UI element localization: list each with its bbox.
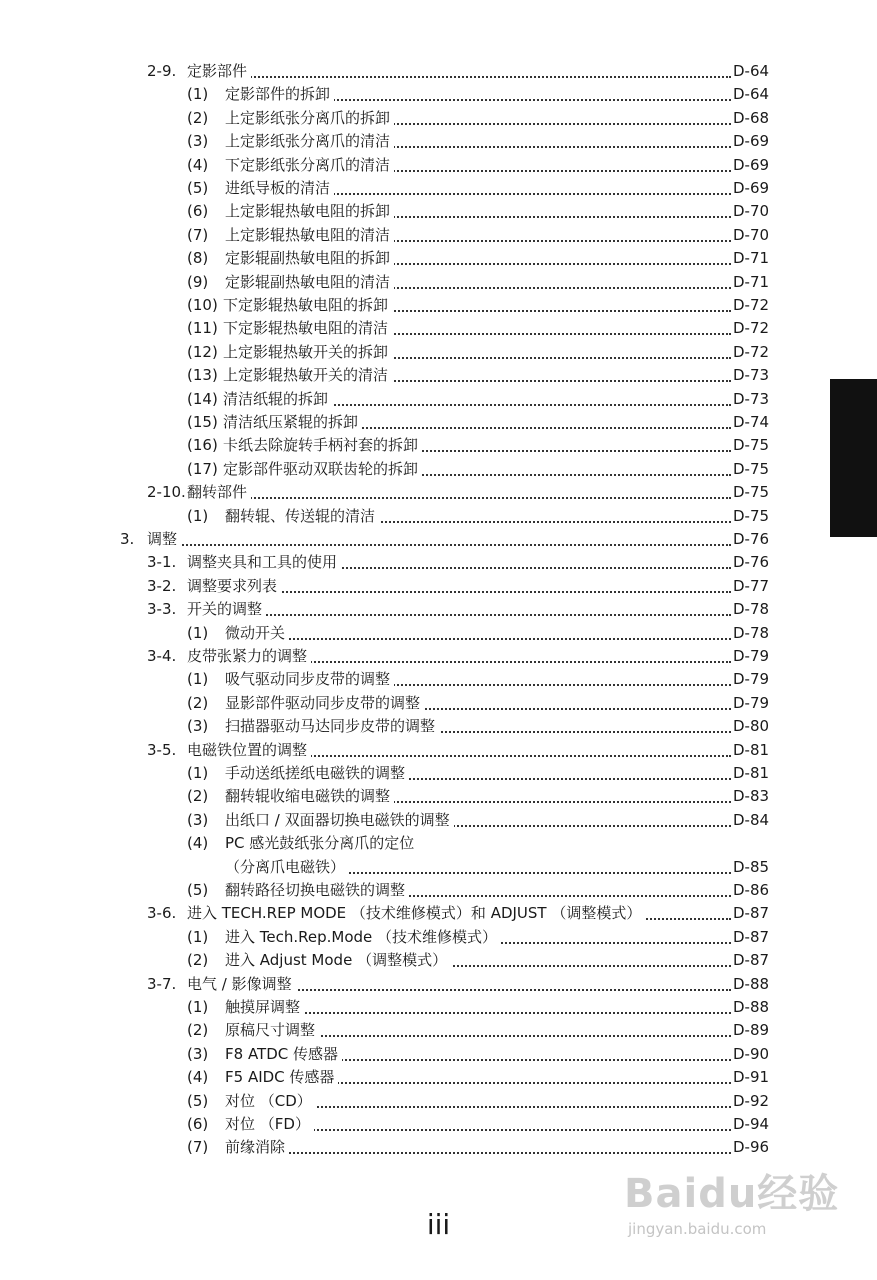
toc-entry[interactable] xyxy=(0,411,877,434)
toc-entry[interactable] xyxy=(0,575,877,598)
toc-entry-title: （分离爪电磁铁） xyxy=(225,856,349,879)
toc-entry-title: 上定影辊热敏开关的拆卸 xyxy=(223,341,392,364)
toc-entry[interactable] xyxy=(0,1113,877,1136)
toc-entry-title: 翻转路径切换电磁铁的调整 xyxy=(225,879,409,902)
toc-entry[interactable] xyxy=(0,762,877,785)
toc-entry[interactable] xyxy=(0,1019,877,1042)
toc-entry-number: (8) xyxy=(187,249,209,268)
toc-entry-page: D-88 xyxy=(733,996,769,1019)
toc-entry-page: D-69 xyxy=(733,130,769,153)
toc-entry[interactable] xyxy=(0,341,877,364)
toc-entry-number: (7) xyxy=(187,1138,209,1157)
toc-entry-title: 原稿尺寸调整 xyxy=(225,1019,319,1042)
toc-entry[interactable] xyxy=(0,177,877,200)
toc-entry-page: D-87 xyxy=(733,902,769,925)
toc-entry-page: D-72 xyxy=(733,341,769,364)
toc-entry[interactable] xyxy=(0,388,877,411)
toc-entry-title: 前缘消除 xyxy=(225,1136,289,1159)
toc-entry-page: D-96 xyxy=(733,1136,769,1159)
toc-leader-dots xyxy=(187,76,731,78)
toc-entry[interactable] xyxy=(0,317,877,340)
toc-entry-number: (1) xyxy=(187,506,209,525)
toc-entry[interactable] xyxy=(0,668,877,691)
toc-entry-title: 对位 （CD） xyxy=(225,1090,316,1113)
toc-entry[interactable] xyxy=(0,715,877,738)
toc-entry[interactable] xyxy=(0,622,877,645)
toc-leader-dots xyxy=(187,497,731,499)
toc-entry[interactable] xyxy=(0,294,877,317)
toc-entry-page: D-86 xyxy=(733,879,769,902)
toc-entry-number: 3-1. xyxy=(147,553,177,572)
toc-entry-page: D-71 xyxy=(733,271,769,294)
toc-entry-page: D-81 xyxy=(733,762,769,785)
toc-entry-page: D-73 xyxy=(733,388,769,411)
toc-entry-page: D-64 xyxy=(733,60,769,83)
toc-entry-title: 下定影辊热敏电阻的拆卸 xyxy=(223,294,392,317)
toc-entry-page: D-70 xyxy=(733,224,769,247)
toc-entry-page: D-68 xyxy=(733,107,769,130)
toc-entry-number: (13) xyxy=(187,366,218,385)
toc-entry-page: D-81 xyxy=(733,739,769,762)
toc-entry-number: (2) xyxy=(187,693,209,712)
toc-entry[interactable] xyxy=(0,809,877,832)
toc-entry-title: F8 ATDC 传感器 xyxy=(225,1043,342,1066)
toc-entry-title: 上定影辊热敏开关的清洁 xyxy=(223,364,392,387)
toc-entry[interactable] xyxy=(0,551,877,574)
toc-entry-number: (15) xyxy=(187,413,218,431)
toc-entry-title: 进入 TECH.REP MODE （技术维修模式）和 ADJUST （调整模式） xyxy=(187,902,645,925)
toc-entry[interactable] xyxy=(0,83,877,106)
toc-entry[interactable] xyxy=(0,1136,877,1159)
toc-entry-number: (4) xyxy=(187,1068,209,1087)
toc-entry-page: D-87 xyxy=(733,926,769,949)
toc-entry-title: 翻转辊、传送辊的清洁 xyxy=(225,505,379,528)
toc-entry[interactable] xyxy=(0,926,877,949)
toc-entry-number: (6) xyxy=(187,202,209,221)
baidu-watermark xyxy=(624,1162,874,1262)
toc-entry-page: D-74 xyxy=(733,411,769,434)
toc-entry[interactable] xyxy=(0,60,877,83)
toc-entry-page: D-83 xyxy=(733,785,769,808)
toc-entry[interactable] xyxy=(0,224,877,247)
toc-entry-page: D-76 xyxy=(733,528,769,551)
toc-entry-title: 对位 （FD） xyxy=(225,1113,314,1136)
toc-entry-page: D-75 xyxy=(733,481,769,504)
toc-entry[interactable] xyxy=(0,200,877,223)
toc-entry-title: 定影部件 xyxy=(187,60,251,83)
toc-entry-page: D-88 xyxy=(733,973,769,996)
toc-entry-title: 吸气驱动同步皮带的调整 xyxy=(225,668,394,691)
toc-entry-title: F5 AIDC 传感器 xyxy=(225,1066,338,1089)
toc-entry[interactable] xyxy=(0,1043,877,1066)
toc-entry[interactable] xyxy=(0,434,877,457)
toc-entry-page: D-79 xyxy=(733,645,769,668)
toc-entry-number: (12) xyxy=(187,342,218,361)
toc-entry[interactable] xyxy=(0,598,877,621)
toc-entry[interactable] xyxy=(0,107,877,130)
toc-entry-page: D-71 xyxy=(733,247,769,270)
toc-entry-title: 定影部件的拆卸 xyxy=(225,83,334,106)
toc-entry-page: D-79 xyxy=(733,692,769,715)
toc-entry-title: 调整夹具和工具的使用 xyxy=(187,551,341,574)
toc-entry-title: 出纸口 / 双面器切换电磁铁的调整 xyxy=(225,809,454,832)
toc-entry-title: 卡纸去除旋转手柄衬套的拆卸 xyxy=(223,434,422,457)
toc-entry-number: (3) xyxy=(187,1044,209,1063)
toc-entry[interactable] xyxy=(0,1066,877,1089)
toc-entry-number: 3-2. xyxy=(147,576,177,595)
toc-entry-title: 进入 Tech.Rep.Mode （技术维修模式） xyxy=(225,926,501,949)
toc-entry[interactable] xyxy=(0,271,877,294)
toc-entry-number: (11) xyxy=(187,319,218,338)
toc-entry-page: D-69 xyxy=(733,154,769,177)
toc-entry-number: 3-6. xyxy=(147,904,177,923)
toc-entry[interactable] xyxy=(0,1090,877,1113)
toc-entry-page: D-84 xyxy=(733,809,769,832)
toc-entry-title: 清洁纸压紧辊的拆卸 xyxy=(223,411,362,434)
toc-entry-title: 上定影纸张分离爪的拆卸 xyxy=(225,107,394,130)
toc-entry-number: (2) xyxy=(187,787,209,806)
toc-entry-title: 电气 / 影像调整 xyxy=(187,973,296,996)
toc-entry-page: D-78 xyxy=(733,598,769,621)
toc-entry-number: (2) xyxy=(187,951,209,970)
toc-entry-page: D-87 xyxy=(733,949,769,972)
toc-entry[interactable] xyxy=(0,902,877,925)
section-tab-marker xyxy=(830,379,877,537)
toc-entry[interactable] xyxy=(0,247,877,270)
toc-leader-dots xyxy=(225,1152,731,1154)
toc-entry[interactable] xyxy=(0,949,877,972)
toc-entry-number: (9) xyxy=(187,272,209,291)
toc-entry-title: 进纸导板的清洁 xyxy=(225,177,334,200)
toc-entry[interactable] xyxy=(0,130,877,153)
toc-entry-title: 触摸屏调整 xyxy=(225,996,304,1019)
toc-entry-page: D-76 xyxy=(733,551,769,574)
toc-entry-title: 上定影纸张分离爪的清洁 xyxy=(225,130,394,153)
toc-entry[interactable] xyxy=(0,996,877,1019)
toc-entry-title: 手动送纸搓纸电磁铁的调整 xyxy=(225,762,409,785)
toc-entry[interactable] xyxy=(0,364,877,387)
toc-entry-title: 定影部件驱动双联齿轮的拆卸 xyxy=(223,458,422,481)
toc-entry-number: (5) xyxy=(187,881,209,899)
toc-entry-number: (5) xyxy=(187,179,209,197)
toc-entry-title: 清洁纸辊的拆卸 xyxy=(223,388,332,411)
toc-entry-number: (3) xyxy=(187,132,209,151)
watermark-url: jingyan.baidu.com xyxy=(628,1220,767,1238)
toc-entry-title: 下定影辊热敏电阻的清洁 xyxy=(223,317,392,340)
toc-entry-number: (14) xyxy=(187,389,218,408)
toc-entry-title: 微动开关 xyxy=(225,622,289,645)
toc-entry[interactable] xyxy=(0,645,877,668)
toc-entry-title: 上定影辊热敏电阻的清洁 xyxy=(225,224,394,247)
toc-entry-number: 3-5. xyxy=(147,740,177,759)
toc-entry-page: D-73 xyxy=(733,364,769,387)
toc-entry-page: D-92 xyxy=(733,1090,769,1113)
toc-entry-page: D-75 xyxy=(733,434,769,457)
toc-entry[interactable] xyxy=(0,528,877,551)
toc-entry-page: D-80 xyxy=(733,715,769,738)
toc-entry-title: 显影部件驱动同步皮带的调整 xyxy=(225,692,424,715)
toc-entry[interactable] xyxy=(0,692,877,715)
toc-entry[interactable] xyxy=(0,785,877,808)
toc-leader-dots xyxy=(147,544,731,546)
toc-leader-dots xyxy=(225,638,731,640)
page-number: iii xyxy=(426,1208,451,1241)
toc-entry[interactable] xyxy=(0,973,877,996)
toc-entry-title: 进入 Adjust Mode （调整模式） xyxy=(225,949,451,972)
toc-entry-number: (1) xyxy=(187,623,209,642)
toc-entry-page: D-89 xyxy=(733,1019,769,1042)
toc-entry-title: 下定影纸张分离爪的清洁 xyxy=(225,154,394,177)
toc-entry-number: (17) xyxy=(187,459,218,478)
toc-entry-page: D-72 xyxy=(733,294,769,317)
toc-entry-number: 3-3. xyxy=(147,600,177,619)
toc-entry-title: 翻转辊收缩电磁铁的调整 xyxy=(225,785,394,808)
toc-entry-title: 定影辊副热敏电阻的拆卸 xyxy=(225,247,394,270)
toc-entry-number: (1) xyxy=(187,998,209,1016)
toc-entry-number: (1) xyxy=(187,927,209,946)
toc-entry[interactable] xyxy=(0,458,877,481)
toc-entry-title: 开关的调整 xyxy=(187,598,266,621)
toc-entry-title: 定影辊副热敏电阻的清洁 xyxy=(225,271,394,294)
toc-entry[interactable] xyxy=(0,154,877,177)
toc-entry-number: (10) xyxy=(187,296,218,314)
toc-entry-title: 皮带张紧力的调整 xyxy=(187,645,311,668)
toc-entry[interactable] xyxy=(0,879,877,902)
toc-entry-page: D-77 xyxy=(733,575,769,598)
toc-entry[interactable] xyxy=(0,505,877,528)
toc-entry-page: D-64 xyxy=(733,83,769,106)
toc-entry-number: (1) xyxy=(187,85,209,104)
toc-entry-number: 3. xyxy=(120,530,135,548)
toc-entry-number: 3-4. xyxy=(147,647,177,665)
toc-entry-title: 上定影辊热敏电阻的拆卸 xyxy=(225,200,394,223)
toc-entry-number: (4) xyxy=(187,834,209,853)
toc-entry-number: (16) xyxy=(187,436,218,455)
toc-entry-page: D-75 xyxy=(733,458,769,481)
watermark-logo: Baidu经验 xyxy=(624,1171,840,1217)
toc-entry-number: (5) xyxy=(187,1091,209,1110)
toc-entry-number: (6) xyxy=(187,1115,209,1133)
toc-entry-page: D-78 xyxy=(733,622,769,645)
toc-entry-number: (3) xyxy=(187,810,209,829)
toc-entry[interactable] xyxy=(0,856,877,879)
toc-leader-dots xyxy=(187,614,731,616)
toc-entry[interactable] xyxy=(0,481,877,504)
toc-entry-page: D-85 xyxy=(733,856,769,879)
toc-entry-page: D-91 xyxy=(733,1066,769,1089)
toc-entry-title: 翻转部件 xyxy=(187,481,251,504)
toc-entry[interactable] xyxy=(0,739,877,762)
toc-entry-page: D-75 xyxy=(733,505,769,528)
toc-entry-page: D-69 xyxy=(733,177,769,200)
toc-entry-page: D-90 xyxy=(733,1043,769,1066)
toc-entry-number: 3-7. xyxy=(147,974,177,993)
toc-entry-title: 扫描器驱动马达同步皮带的调整 xyxy=(225,715,439,738)
toc-entry[interactable] xyxy=(0,832,877,855)
toc-entry-page: D-72 xyxy=(733,317,769,340)
toc-entry-number: 2-10. xyxy=(147,483,186,502)
toc-entry-number: (1) xyxy=(187,670,209,689)
toc-entry-number: (2) xyxy=(187,108,209,127)
toc-entry-page: D-79 xyxy=(733,668,769,691)
toc-entry-number: (3) xyxy=(187,717,209,736)
toc-entry-number: (7) xyxy=(187,225,209,244)
toc-entry-title: 调整要求列表 xyxy=(187,575,281,598)
toc-entry-page: D-70 xyxy=(733,200,769,223)
toc-entry-title: 电磁铁位置的调整 xyxy=(187,739,311,762)
toc-entry-page: D-94 xyxy=(733,1113,769,1136)
toc-entry-title: 调整 xyxy=(147,528,181,551)
toc-entry-number: (2) xyxy=(187,1021,209,1040)
toc-entry-title: PC 感光鼓纸张分离爪的定位 xyxy=(225,832,418,855)
toc-entry-number: 2-9. xyxy=(147,62,177,80)
toc-entry-number: (1) xyxy=(187,764,209,782)
toc-entry-number: (4) xyxy=(187,155,209,174)
